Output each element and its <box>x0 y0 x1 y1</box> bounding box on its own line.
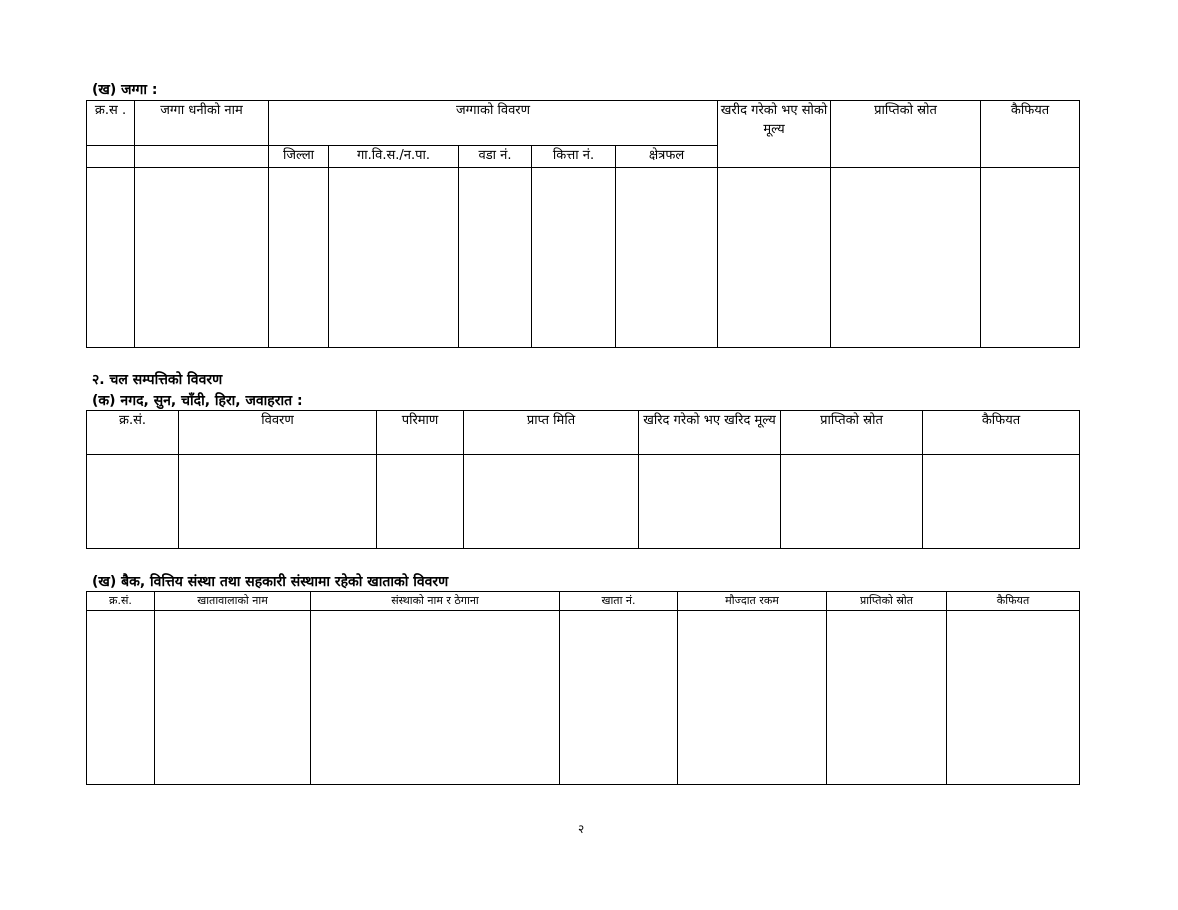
bank-cell <box>678 611 827 785</box>
cash-header-date: प्राप्त मिति <box>464 411 639 455</box>
cash-cell <box>923 455 1080 549</box>
cash-gold-heading: (क) नगद, सुन, चाँदी, हिरा, जवाहरात : <box>92 393 303 409</box>
land-subheader-blank-owner <box>135 146 269 168</box>
land-cell <box>718 168 831 348</box>
bank-accounts-heading: (ख) बैक, वित्तिय संस्था तथा सहकारी संस्थामा रहेको खाताको विवरण <box>92 574 449 590</box>
cash-header-price: खरिद गरेको भए खरिद मूल्य <box>639 411 781 455</box>
bank-header-institution: संस्थाको नाम र ठेगाना <box>311 592 560 611</box>
land-cell <box>981 168 1080 348</box>
land-table <box>86 100 1080 348</box>
land-subheader-kitta: कित्ता नं. <box>532 146 616 168</box>
land-subheader-district: जिल्ला <box>269 146 329 168</box>
bank-header-remarks: कैफियत <box>947 592 1080 611</box>
land-cell <box>459 168 532 348</box>
land-header-price: खरीद गरेको भए सोको मूल्य <box>718 101 831 168</box>
cash-cell <box>781 455 923 549</box>
bank-header-holder: खातावालाको नाम <box>155 592 311 611</box>
cash-gold-table <box>86 410 1080 549</box>
land-subheader-vdc: गा.वि.स./न.पा. <box>329 146 459 168</box>
bank-cell <box>311 611 560 785</box>
land-subheader-area: क्षेत्रफल <box>616 146 718 168</box>
bank-header-balance: मौज्दात रकम <box>678 592 827 611</box>
bank-header-account-no: खाता नं. <box>560 592 678 611</box>
cash-cell <box>377 455 464 549</box>
page-number: २ <box>578 822 585 836</box>
bank-cell <box>560 611 678 785</box>
cash-header-remarks: कैफियत <box>923 411 1080 455</box>
cash-cell <box>639 455 781 549</box>
land-table-row <box>87 168 1080 348</box>
cash-header-description: विवरण <box>179 411 377 455</box>
cash-header-quantity: परिमाण <box>377 411 464 455</box>
bank-header-sn: क्र.सं. <box>87 592 155 611</box>
cash-header-sn: क्र.सं. <box>87 411 179 455</box>
bank-cell <box>155 611 311 785</box>
land-section-heading: (ख) जग्गा : <box>92 82 158 98</box>
land-header-source: प्राप्तिको स्रोत <box>831 101 981 168</box>
land-cell <box>831 168 981 348</box>
land-header-remarks: कैफियत <box>981 101 1080 168</box>
cash-cell <box>179 455 377 549</box>
land-cell <box>329 168 459 348</box>
bank-cell <box>87 611 155 785</box>
land-subheader-blank-sn <box>87 146 135 168</box>
land-cell <box>616 168 718 348</box>
cash-cell <box>87 455 179 549</box>
cash-cell <box>464 455 639 549</box>
cash-table-row <box>87 455 1080 549</box>
cash-header-source: प्राप्तिको स्रोत <box>781 411 923 455</box>
land-header-owner: जग्गा धनीको नाम <box>135 101 269 146</box>
land-cell <box>135 168 269 348</box>
land-header-details: जग्गाको विवरण <box>269 101 718 146</box>
bank-accounts-table <box>86 591 1080 785</box>
bank-cell <box>827 611 947 785</box>
land-cell <box>87 168 135 348</box>
bank-table-row <box>87 611 1080 785</box>
bank-header-source: प्राप्तिको स्रोत <box>827 592 947 611</box>
bank-cell <box>947 611 1080 785</box>
movable-property-heading: २. चल सम्पत्तिको विवरण <box>92 372 223 388</box>
land-cell <box>269 168 329 348</box>
land-header-sn: क्र.स . <box>87 101 135 146</box>
land-subheader-ward: वडा नं. <box>459 146 532 168</box>
land-cell <box>532 168 616 348</box>
